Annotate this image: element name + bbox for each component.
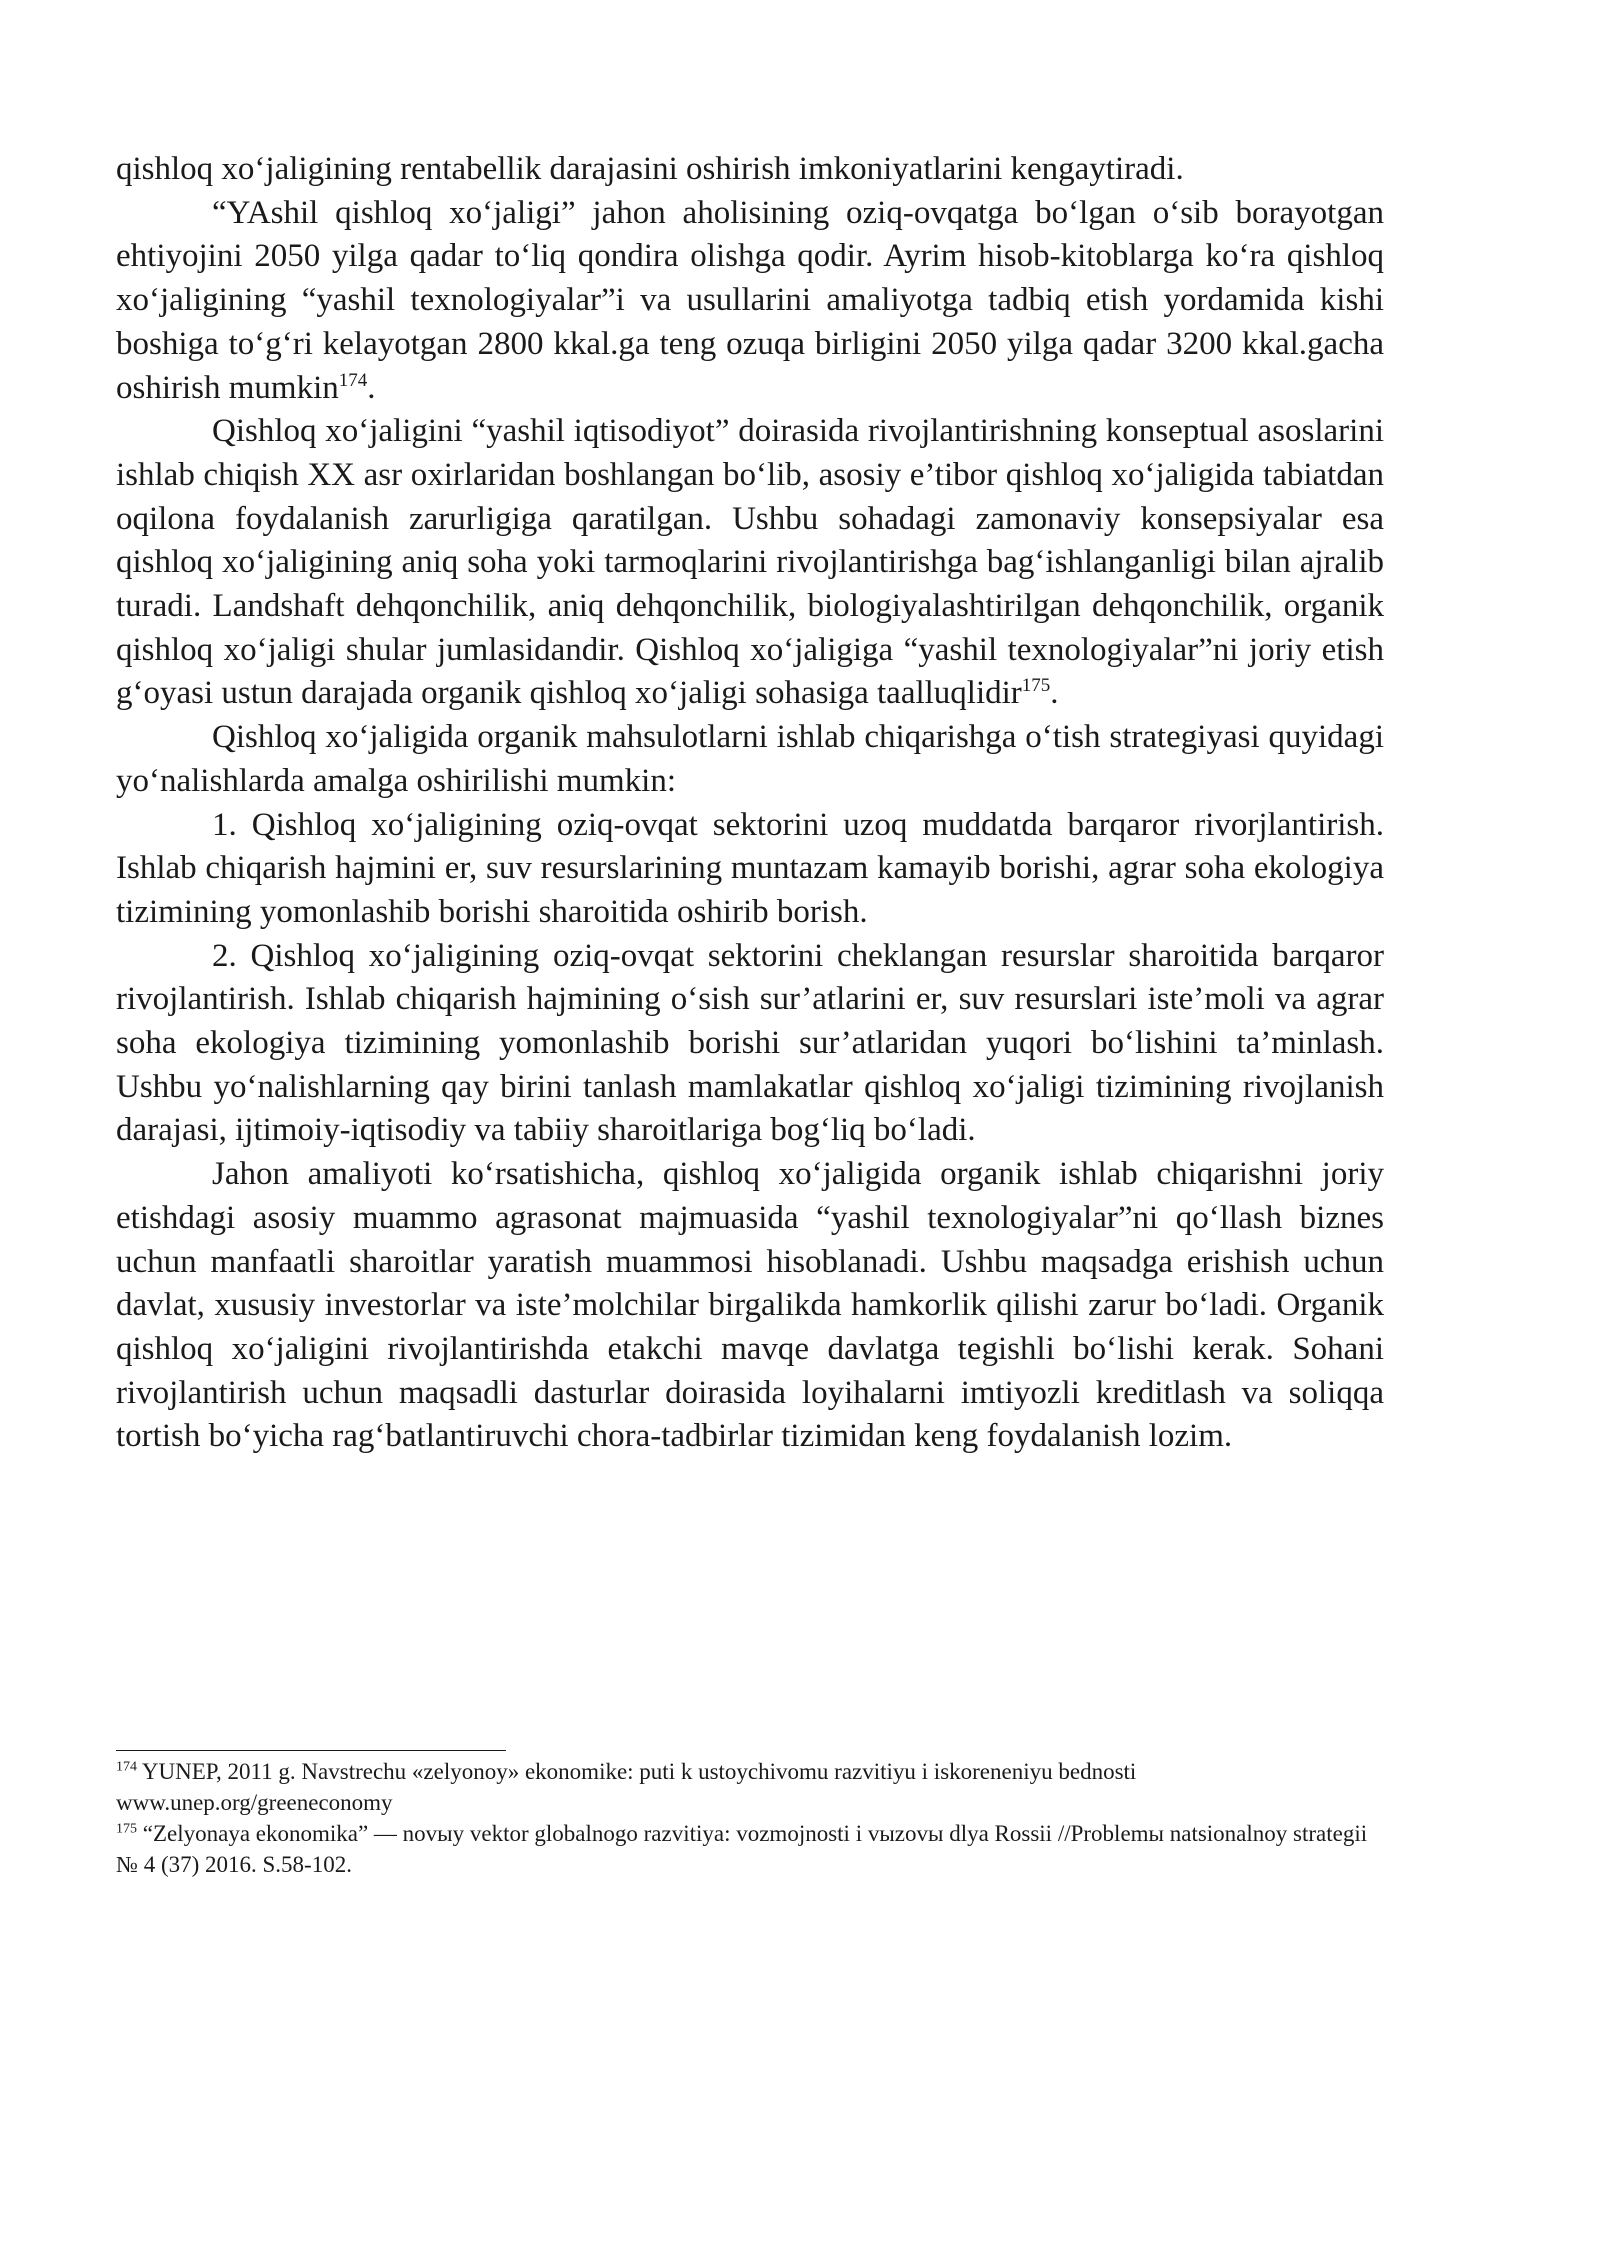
paragraph-3-text: Qishloq xo‘jaligini “yashil iqtisodiyot” doirasida rivojlantirishning konseptual asoslarini ishlab chiqish XX asr oxirlaridan boshlangan bo‘lib, asosiy e’tibor qishloq xo‘jaligida tabiatdan oqilona foydalanish zarurligiga qaratilgan. Ushbu sohadagi zamonaviy konsepsiyalar esa qishloq xo‘jaligining aniq soha yoki tarmoqlarini rivojlantirishga bag‘ishlanganligi bilan ajralib turadi. Landshaft dehqonchilik, aniq dehqonchilik, biologiyalashtirilgan dehqonchilik, organik qishloq xo‘jaligi shular jumlasidandir. Qishloq xo‘jaligiga “yashil texnologiyalar”ni joriy etish g‘oyasi ustun darajada organik qishloq xo‘jaligi sohasiga taalluqlidir [116, 413, 1384, 712]
footnote-text: YUNEP, 2011 g. Navstrechu «zelyonoy» ekonomike: puti k ustoychivomu razvitiyu i iskoreneniyu bednosti www.unep.org/greeneconomy [116, 1759, 1137, 1815]
list-item-2: 2. Qishloq xo‘jaligining oziq-ovqat sektorini cheklangan resurslar sharoitida barqaror rivojlantirish. Ishlab chiqarish hajmining o‘sish sur’atlarini er, suv resurslari iste’moli va agrar soha ekologiya tizimining yomonlashib borishi sur’atlaridan yuqori bo‘lishini ta’minlash. Ushbu yo‘nalishlarning qay birini tanlash mamlakatlar qishloq xo‘jaligi tizimining rivojlanish darajasi, ijtimoiy-iqtisodiy va tabiiy sharoitlariga bog‘liq bo‘ladi. [116, 937, 1384, 1149]
main-text [116, 148, 1384, 1459]
paragraph-4: Qishloq xo‘jaligida organik mahsulotlarni ishlab chiqarishga o‘tish strategiyasi quyidagi yo‘nalishlarda amalga oshirilishi mumkin: [116, 719, 1384, 799]
footnote-text: “Zelyonaya ekonomika” — novыy vektor globalnogo razvitiya: vozmojnosti i vыzovы dlya Rossii //Problemы natsionalnoy strategii № 4 (37) 2016. S.58-102. [116, 1821, 1368, 1877]
footnote-number: 175 [116, 1821, 137, 1837]
footnotes [116, 1756, 1384, 1880]
footnote-reference-174[interactable]: 174 [338, 369, 368, 391]
paragraph-7: Jahon amaliyoti ko‘rsatishicha, qishloq xo‘jaligida organik ishlab chiqarishni joriy etishdagi asosiy muammo agrasonat majmuasida “yashil texnologiyalar”ni qo‘llash biznes uchun manfaatli sharoitlar yaratish muammosi hisoblanadi. Ushbu maqsadga erishish uchun davlat, xususiy investorlar va iste’molchilar birgalikda hamkorlik qilishi zarur bo‘ladi. Organik qishloq xo‘jaligini rivojlantirishda etakchi mavqe davlatga tegishli bo‘lishi kerak. Sohani rivojlantirish uchun maqsadli dasturlar doirasida loyihalarni imtiyozli kreditlash va soliqqa tortish bo‘yicha rag‘batlantiruvchi chora-tadbirlar tizimidan keng foydalanish lozim. [116, 1156, 1384, 1455]
footnote-reference-175[interactable]: 175 [1021, 675, 1051, 697]
paragraph-2 [116, 192, 1384, 411]
paragraph-3 [116, 410, 1384, 716]
paragraph-2-tail: . [367, 369, 376, 406]
footnote-174 [116, 1756, 1384, 1818]
list-item-1: 1. Qishloq xo‘jaligining oziq-ovqat sektorini uzoq muddatda barqaror rivorjlantirish. Ishlab chiqarish hajmini er, suv resurslarining muntazam kamayib borishi, agrar soha ekologiya tizimining yomonlashib borishi sharoitida oshirib borish. [116, 806, 1384, 930]
footnote-number: 174 [116, 1759, 137, 1775]
paragraph-2-text: “YAshil qishloq xo‘jaligi” jahon aholisining oziq-ovqatga bo‘lgan o‘sib borayotgan ehtiyojini 2050 yilga qadar to‘liq qondira olishga qodir. Ayrim hisob-kitoblarga ko‘ra qishloq xo‘jaligining “yashil texnologiyalar”i va usullarini amaliyotga tadbiq etish yordamida kishi boshiga to‘g‘ri kelayotgan 2800 kkal.ga teng ozuqa birligini 2050 yilga qadar 3200 kkal.gacha oshirish mumkin [116, 194, 1384, 406]
paragraph-3-tail: . [1050, 675, 1059, 712]
footnote-175 [116, 1818, 1384, 1880]
paragraph-1: qishloq xo‘jaligining rentabellik darajasini oshirish imkoniyatlarini kengaytiradi. [116, 151, 1184, 187]
footnote-separator [116, 1750, 506, 1751]
